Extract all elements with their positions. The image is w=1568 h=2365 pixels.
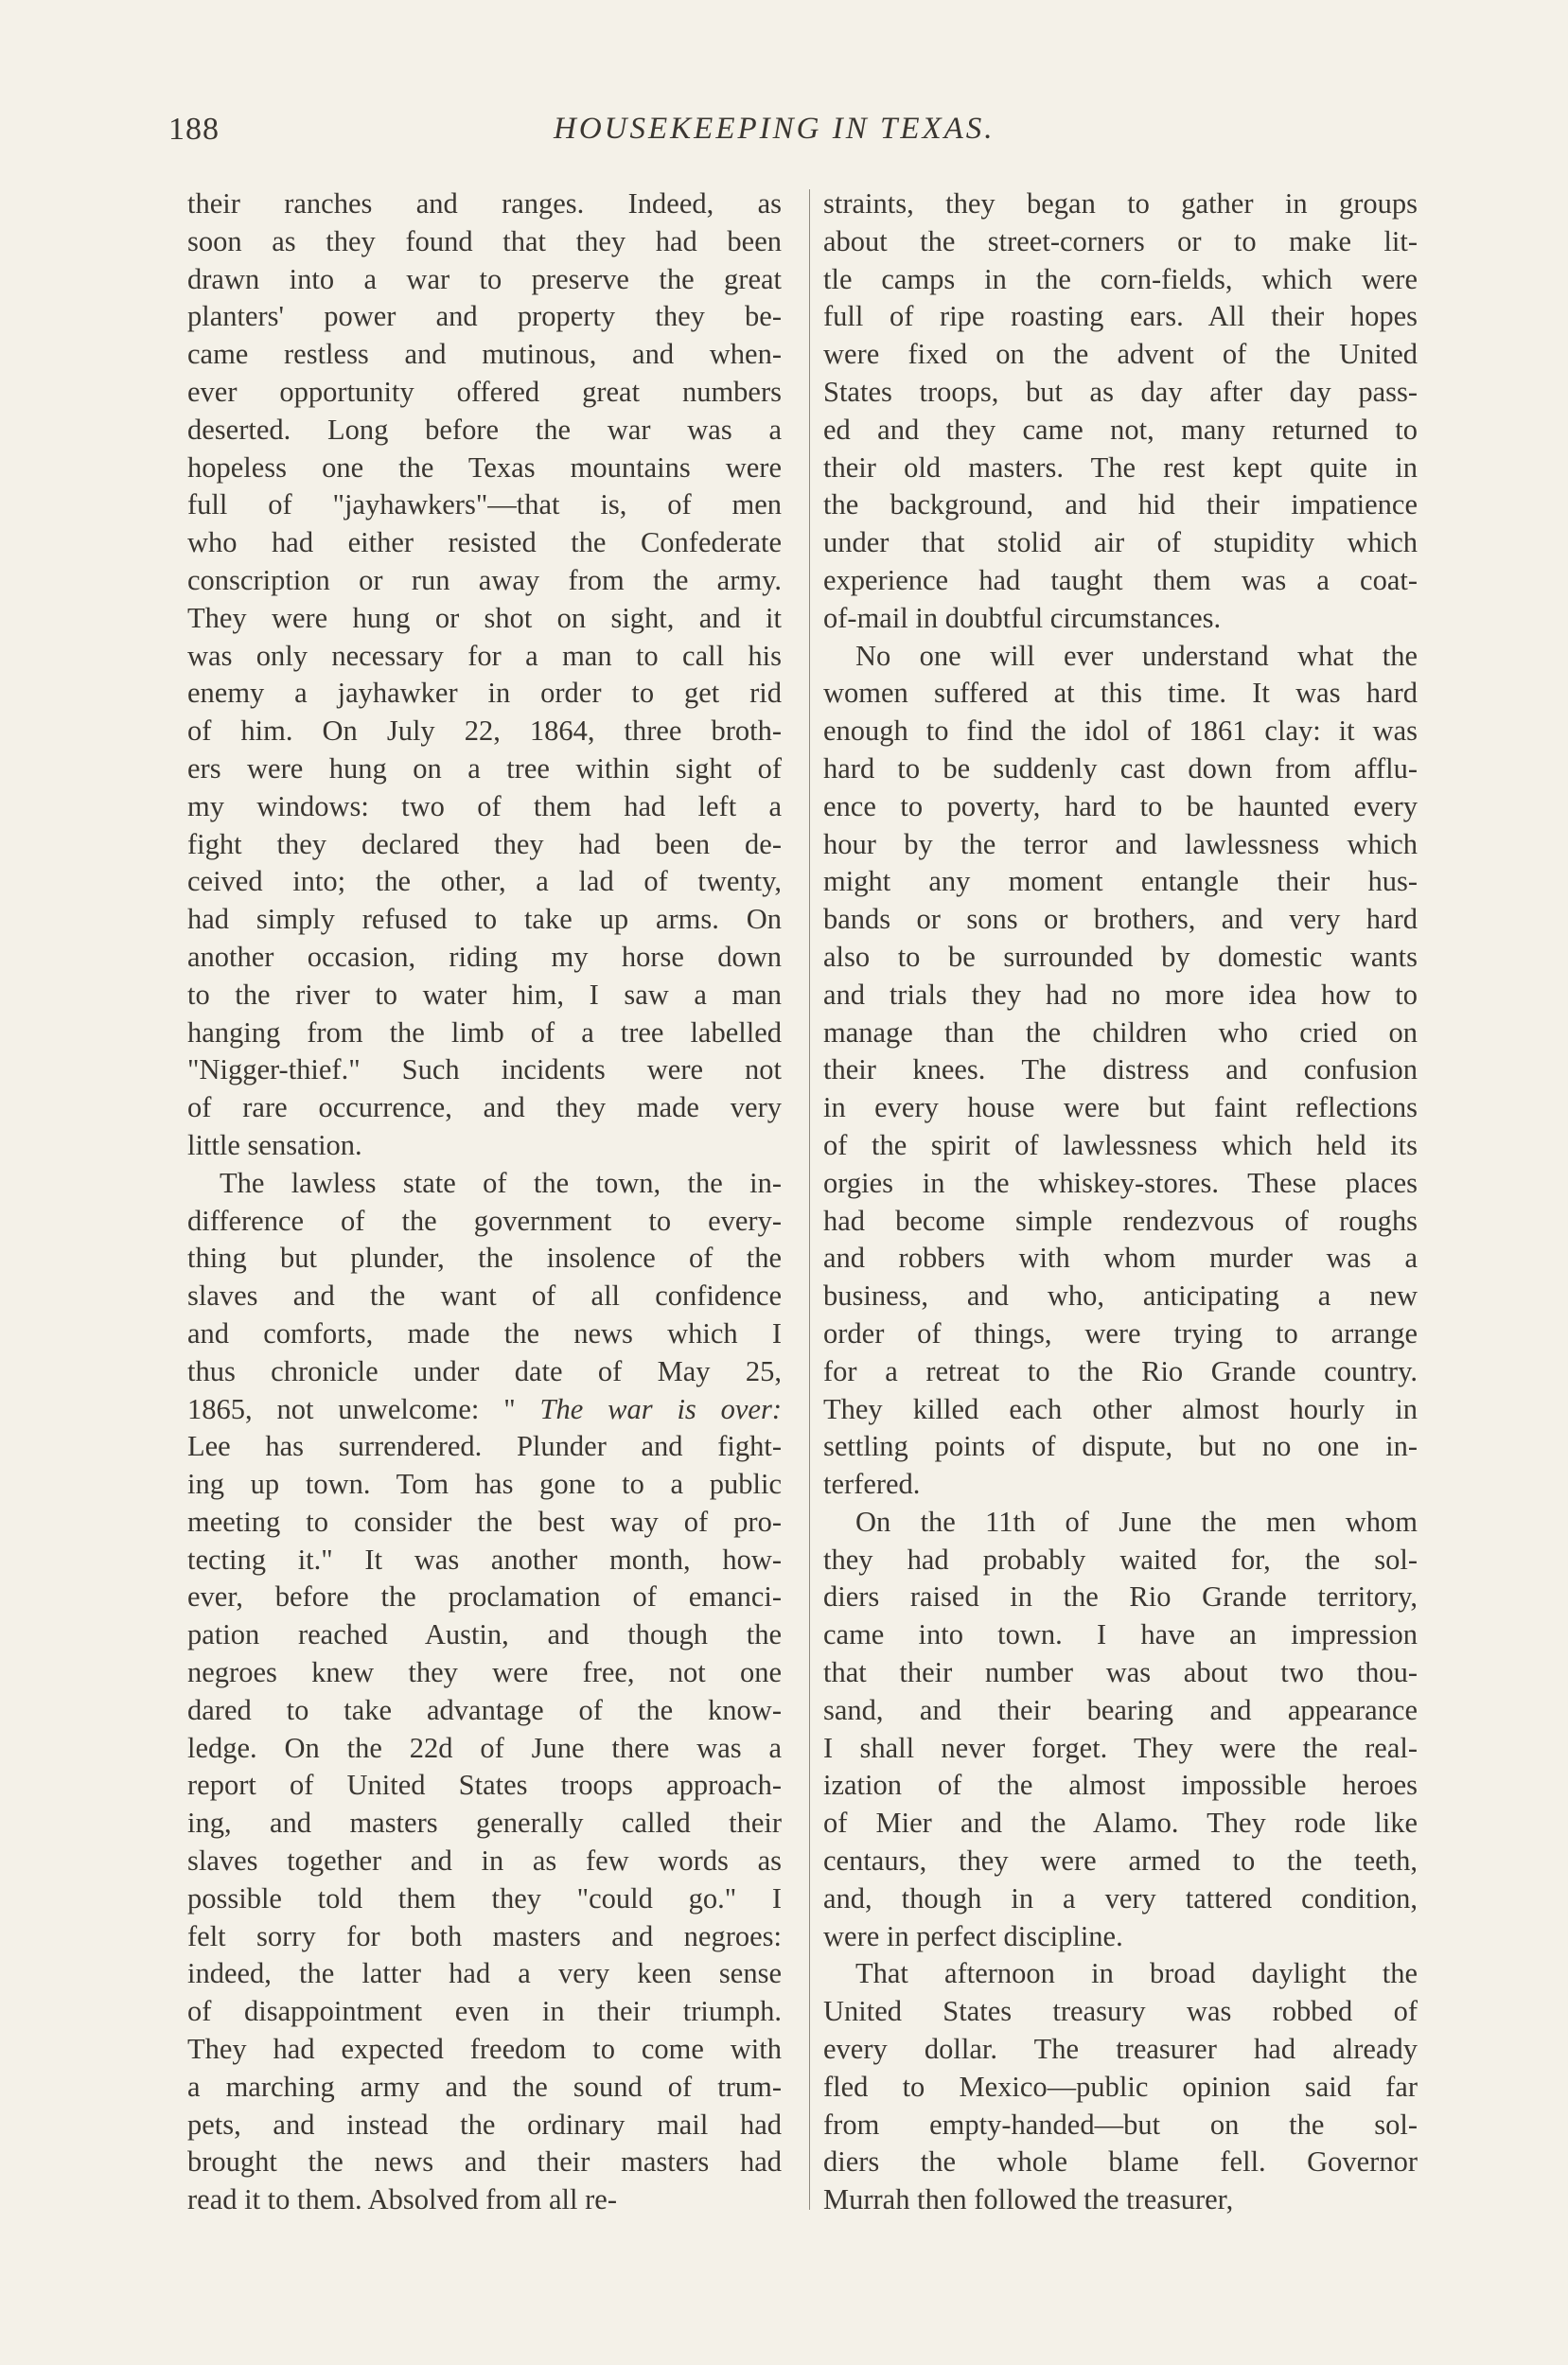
text-line: that their number was about two thou- — [823, 1656, 1418, 1689]
text-line: to the river to water him, I saw a man — [187, 978, 782, 1011]
text-line: of-mail in doubtful circumstances. — [823, 601, 1222, 634]
text-line: possible told them they "could go." I — [187, 1881, 782, 1915]
right-text-column — [823, 185, 1418, 2219]
text-line: 1865, not unwelcome: " The war is over: — [187, 1392, 782, 1425]
paragraph — [823, 1955, 1418, 2219]
text-line: ers were hung on a tree within sight of — [187, 751, 782, 785]
text-line: Murrah then followed the treasurer, — [823, 2183, 1234, 2216]
text-line: had become simple rendezvous of roughs — [823, 1204, 1418, 1237]
text-line: and comforts, made the news which I — [187, 1316, 782, 1350]
text-line: read it to them. Absolved from all re- — [187, 2183, 617, 2216]
text-line: they had probably waited for, the sol- — [823, 1543, 1418, 1576]
text-line: dared to take advantage of the know- — [187, 1693, 782, 1726]
text-line: hanging from the limb of a tree labelled — [187, 1015, 782, 1049]
text-line: business, and who, anticipating a new — [823, 1280, 1418, 1313]
text-line: about the street-corners or to make lit- — [823, 224, 1418, 257]
text-line: ever opportunity offered great numbers — [187, 375, 782, 408]
text-line: and, though in a very tattered condition, — [823, 1881, 1418, 1915]
italic-phrase: The war is over: — [539, 1392, 782, 1425]
text-line: their ranches and ranges. Indeed, as — [187, 187, 782, 220]
text-line: of Mier and the Alamo. They rode like — [823, 1807, 1418, 1840]
text-line: of rare occurrence, and they made very — [187, 1091, 782, 1124]
page-header — [0, 112, 1568, 159]
text-line: and robbers with whom murder was a — [823, 1242, 1418, 1275]
text-line: came restless and mutinous, and when- — [187, 338, 782, 371]
page-number: 188 — [168, 112, 220, 147]
text-line: The lawless state of the town, the in- — [220, 1166, 782, 1199]
paragraph — [823, 1504, 1418, 1956]
text-line: of him. On July 22, 1864, three broth- — [187, 715, 782, 748]
text-line: terfered. — [823, 1468, 921, 1501]
text-line: order of things, were trying to arrange — [823, 1316, 1418, 1350]
text-line: from empty-handed—but on the sol- — [823, 2108, 1418, 2141]
text-line: who had either resisted the Confederate — [187, 526, 782, 559]
text-line: negroes knew they were free, not one — [187, 1656, 782, 1689]
text-line: sand, and their bearing and appearance — [823, 1693, 1418, 1726]
text-line: hard to be suddenly cast down from afflu- — [823, 751, 1418, 785]
text-line: difference of the government to every- — [187, 1204, 782, 1237]
text-line: my windows: two of them had left a — [187, 789, 782, 822]
text-line: enough to find the idol of 1861 clay: it was — [823, 715, 1418, 748]
text-line: tecting it." It was another month, how- — [187, 1543, 782, 1576]
text-line: the background, and hid their impatience — [823, 488, 1418, 521]
text-line: had simply refused to take up arms. On — [187, 903, 782, 936]
text-line: diers raised in the Rio Grande territory, — [823, 1580, 1418, 1614]
text-line: deserted. Long before the war was a — [187, 413, 782, 446]
text-line: On the 11th of June the men whom — [855, 1505, 1418, 1538]
text-line: experience had taught them was a coat- — [823, 563, 1418, 596]
text-line: ization of the almost impossible heroes — [823, 1769, 1418, 1802]
text-line: They had expected freedom to come with — [187, 2033, 782, 2066]
text-line: indeed, the latter had a very keen sense — [187, 1957, 782, 1990]
text-line: every dollar. The treasurer had already — [823, 2033, 1418, 2066]
text-line: "Nigger-thief." Such incidents were not — [187, 1053, 782, 1086]
text-line: their knees. The distress and confusion — [823, 1053, 1418, 1086]
text-line: drawn into a war to preserve the great — [187, 262, 782, 295]
text-line: orgies in the whiskey-stores. These places — [823, 1166, 1418, 1199]
text-line: a marching army and the sound of trum- — [187, 2070, 782, 2103]
text-line: hour by the terror and lawlessness which — [823, 827, 1418, 860]
text-line: hopeless one the Texas mountains were — [187, 450, 782, 484]
text-line: Lee has surrendered. Plunder and fight- — [187, 1430, 782, 1463]
text-line: I shall never forget. They were the real- — [823, 1731, 1418, 1764]
text-line: women suffered at this time. It was hard — [823, 677, 1418, 710]
paragraph — [823, 638, 1418, 1504]
text-line: ing up town. Tom has gone to a public — [187, 1468, 782, 1501]
text-line: ing, and masters generally called their — [187, 1807, 782, 1840]
text-line: pation reached Austin, and though the — [187, 1618, 782, 1651]
text-line: That afternoon in broad daylight the — [855, 1957, 1418, 1990]
paragraph — [187, 185, 782, 1165]
text-line: meeting to consider the best way of pro- — [187, 1505, 782, 1538]
text-line: under that stolid air of stupidity which — [823, 526, 1418, 559]
left-text-column — [187, 185, 782, 2219]
text-line: manage than the children who cried on — [823, 1015, 1418, 1049]
text-line: fight they declared they had been de- — [187, 827, 782, 860]
text-line: of the spirit of lawlessness which held its — [823, 1128, 1418, 1161]
text-line: States troops, but as day after day pass- — [823, 375, 1418, 408]
paragraph — [823, 185, 1418, 638]
text-line: slaves together and in as few words as — [187, 1844, 782, 1878]
text-line: pets, and instead the ordinary mail had — [187, 2108, 782, 2141]
text-line: thus chronicle under date of May 25, — [187, 1354, 782, 1387]
text-line: They were hung or shot on sight, and it — [187, 601, 782, 634]
text-line: thing but plunder, the insolence of the — [187, 1242, 782, 1275]
text-line: straints, they began to gather in groups — [823, 187, 1418, 220]
text-line: planters' power and property they be- — [187, 300, 782, 333]
text-line: settling points of dispute, but no one in- — [823, 1430, 1418, 1463]
text-line: came into town. I have an impression — [823, 1618, 1418, 1651]
text-line: their old masters. The rest kept quite in — [823, 450, 1418, 484]
text-line: slaves and the want of all confidence — [187, 1280, 782, 1313]
text-line: report of United States troops approach- — [187, 1769, 782, 1802]
text-line: enemy a jayhawker in order to get rid — [187, 677, 782, 710]
text-line: in every house were but faint reflections — [823, 1091, 1418, 1124]
text-line: bands or sons or brothers, and very hard — [823, 903, 1418, 936]
paragraph — [187, 1165, 782, 2219]
running-title: HOUSEKEEPING IN TEXAS. — [554, 112, 995, 146]
text-line: was only necessary for a man to call his — [187, 639, 782, 672]
text-line: of disappointment even in their triumph. — [187, 1995, 782, 2028]
text-line: full of ripe roasting ears. All their hopes — [823, 300, 1418, 333]
text-line: United States treasury was robbed of — [823, 1995, 1418, 2028]
text-line: conscription or run away from the army. — [187, 563, 782, 596]
text-line: soon as they found that they had been — [187, 224, 782, 257]
text-line: full of "jayhawkers"—that is, of men — [187, 488, 782, 521]
text-line: fled to Mexico—public opinion said far — [823, 2070, 1418, 2103]
text-line: ed and they came not, many returned to — [823, 413, 1418, 446]
text-line: felt sorry for both masters and negroes: — [187, 1919, 782, 1952]
text-line: diers the whole blame fell. Governor — [823, 2145, 1418, 2179]
text-line: No one will ever understand what the — [855, 639, 1418, 672]
text-line: ledge. On the 22d of June there was a — [187, 1731, 782, 1764]
text-line: for a retreat to the Rio Grande country. — [823, 1354, 1418, 1387]
text-line: another occasion, riding my horse down — [187, 940, 782, 973]
text-line: were in perfect discipline. — [823, 1919, 1123, 1952]
text-line: ence to poverty, hard to be haunted every — [823, 789, 1418, 822]
text-line: brought the news and their masters had — [187, 2145, 782, 2179]
text-line: centaurs, they were armed to the teeth, — [823, 1844, 1418, 1878]
text-line: They killed each other almost hourly in — [823, 1392, 1418, 1425]
text-line: little sensation. — [187, 1128, 362, 1161]
text-line: were fixed on the advent of the United — [823, 338, 1418, 371]
column-divider — [809, 189, 810, 2210]
text-line: also to be surrounded by domestic wants — [823, 940, 1418, 973]
text-line: ceived into; the other, a lad of twenty, — [187, 865, 782, 898]
text-line: and trials they had no more idea how to — [823, 978, 1418, 1011]
text-line: ever, before the proclamation of emanci- — [187, 1580, 782, 1614]
text-line: tle camps in the corn-fields, which were — [823, 262, 1418, 295]
text-line: might any moment entangle their hus- — [823, 865, 1418, 898]
